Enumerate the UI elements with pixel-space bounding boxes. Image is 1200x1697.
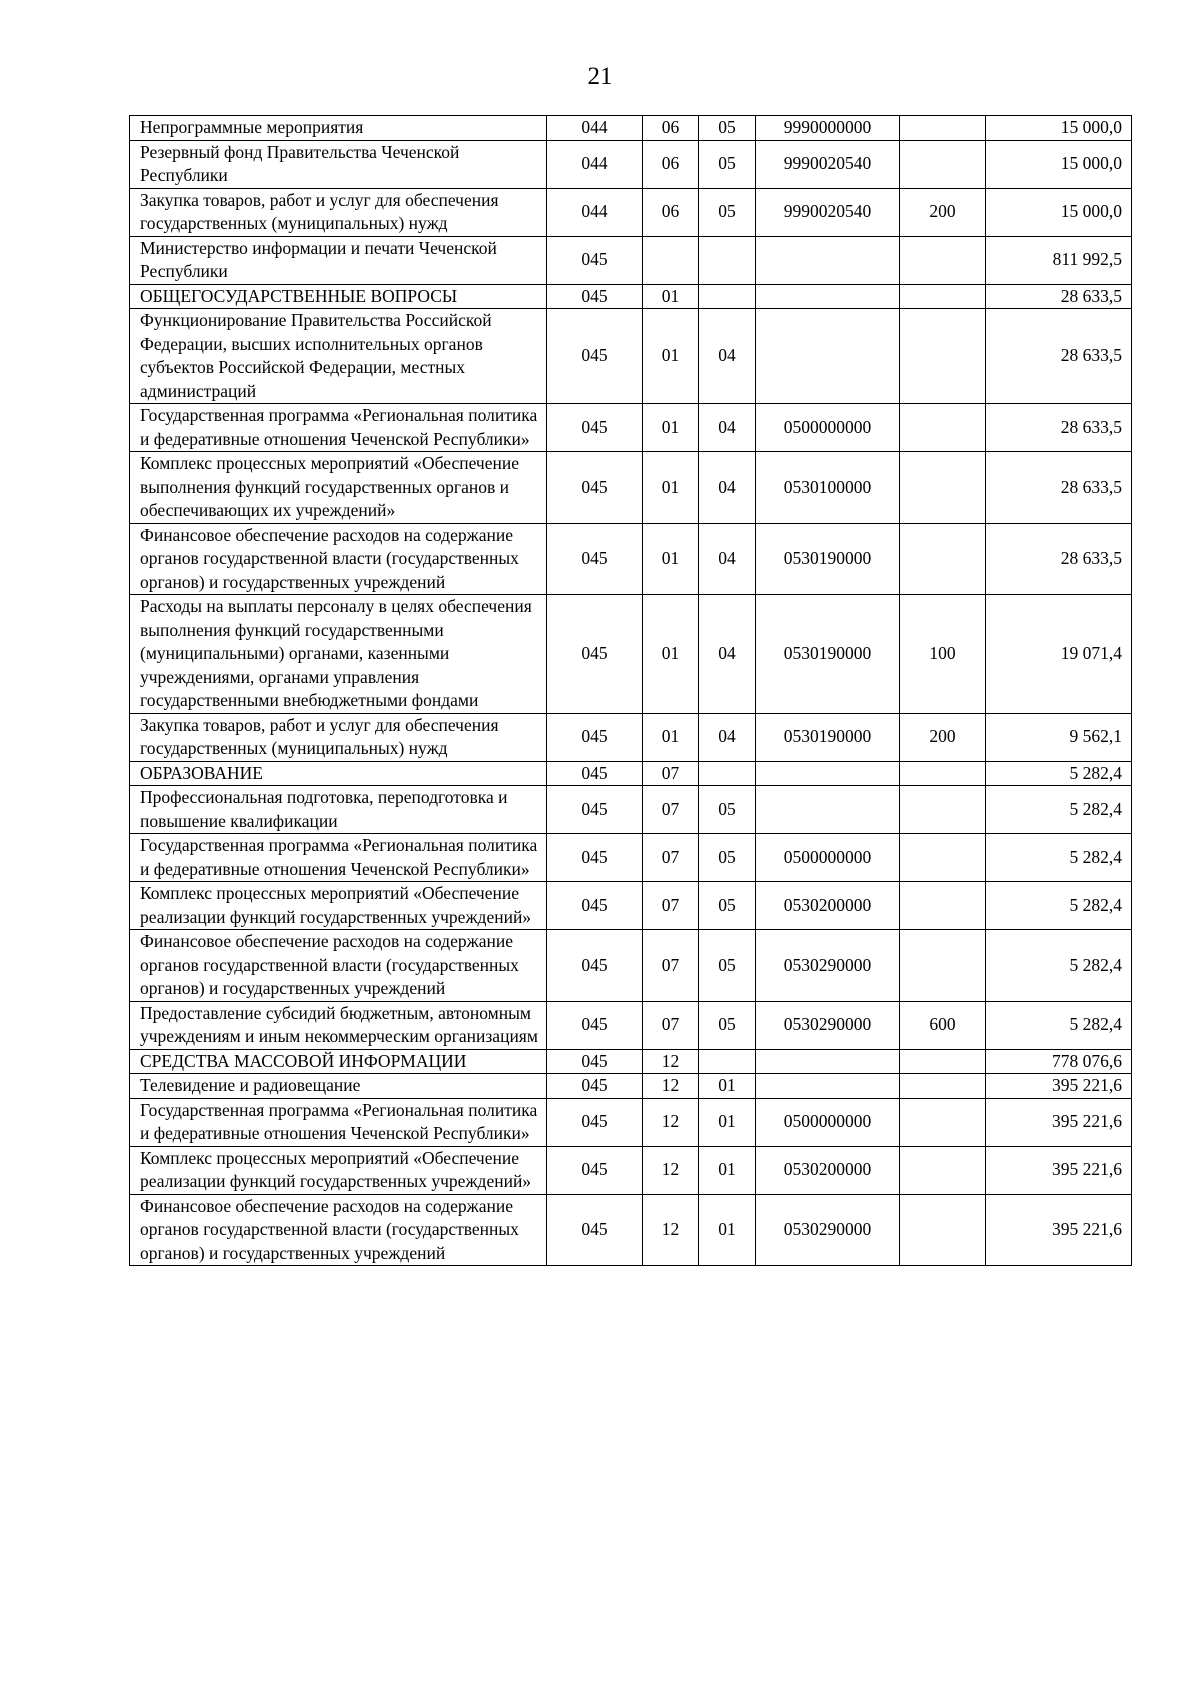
budget-table-body — [130, 116, 1132, 1266]
gr-code-cell: 045 — [547, 882, 643, 930]
subsection-code-cell: 05 — [699, 786, 756, 834]
expense-type-cell — [900, 761, 986, 786]
row-name-cell: Закупка товаров, работ и услуг для обеспечения государственных (муниципальных) нужд — [130, 713, 547, 761]
subsection-code-cell: 05 — [699, 188, 756, 236]
table-row — [130, 1146, 1132, 1194]
row-name-cell: Комплекс процессных мероприятий «Обеспечение реализации функций государственных учреждений» — [130, 1146, 547, 1194]
amount-cell: 28 633,5 — [986, 404, 1132, 452]
target-item-code-cell: 0500000000 — [756, 834, 900, 882]
row-name-cell: СРЕДСТВА МАССОВОЙ ИНФОРМАЦИИ — [130, 1049, 547, 1074]
gr-code-cell: 045 — [547, 1074, 643, 1099]
subsection-code-cell: 05 — [699, 116, 756, 141]
gr-code-cell: 045 — [547, 1001, 643, 1049]
table-row — [130, 761, 1132, 786]
target-item-code-cell — [756, 1049, 900, 1074]
budget-table — [129, 115, 1132, 1266]
section-code-cell: 07 — [643, 1001, 699, 1049]
amount-cell: 15 000,0 — [986, 188, 1132, 236]
amount-cell: 19 071,4 — [986, 595, 1132, 714]
amount-cell: 5 282,4 — [986, 882, 1132, 930]
table-row — [130, 1098, 1132, 1146]
target-item-code-cell: 0530200000 — [756, 882, 900, 930]
row-name-cell: Финансовое обеспечение расходов на содержание органов государственной власти (государственных органов) и государственных учреждений — [130, 1194, 547, 1266]
subsection-code-cell — [699, 236, 756, 284]
table-row — [130, 1194, 1132, 1266]
row-name-cell: Финансовое обеспечение расходов на содержание органов государственной власти (государственных органов) и государственных учреждений — [130, 523, 547, 595]
amount-cell: 28 633,5 — [986, 523, 1132, 595]
amount-cell: 5 282,4 — [986, 761, 1132, 786]
section-code-cell: 01 — [643, 595, 699, 714]
expense-type-cell — [900, 284, 986, 309]
subsection-code-cell — [699, 761, 756, 786]
gr-code-cell: 045 — [547, 1146, 643, 1194]
subsection-code-cell: 01 — [699, 1146, 756, 1194]
gr-code-cell: 045 — [547, 236, 643, 284]
page-number: 21 — [587, 63, 613, 90]
subsection-code-cell: 05 — [699, 930, 756, 1002]
expense-type-cell: 200 — [900, 188, 986, 236]
row-name-cell: ОБЩЕГОСУДАРСТВЕННЫЕ ВОПРОСЫ — [130, 284, 547, 309]
row-name-cell: Резервный фонд Правительства Чеченской Республики — [130, 140, 547, 188]
section-code-cell: 07 — [643, 834, 699, 882]
gr-code-cell: 045 — [547, 834, 643, 882]
subsection-code-cell: 01 — [699, 1194, 756, 1266]
target-item-code-cell — [756, 1074, 900, 1099]
target-item-code-cell: 0530200000 — [756, 1146, 900, 1194]
expense-type-cell — [900, 1074, 986, 1099]
amount-cell: 395 221,6 — [986, 1146, 1132, 1194]
section-code-cell: 12 — [643, 1049, 699, 1074]
gr-code-cell: 044 — [547, 188, 643, 236]
row-name-cell: ОБРАЗОВАНИЕ — [130, 761, 547, 786]
expense-type-cell — [900, 1194, 986, 1266]
expense-type-cell — [900, 309, 986, 404]
expense-type-cell — [900, 236, 986, 284]
expense-type-cell: 200 — [900, 713, 986, 761]
section-code-cell: 06 — [643, 188, 699, 236]
row-name-cell: Функционирование Правительства Российской Федерации, высших исполнительных органов субъектов Российской Федерации, местных администраций — [130, 309, 547, 404]
table-row — [130, 116, 1132, 141]
gr-code-cell: 045 — [547, 1194, 643, 1266]
expense-type-cell — [900, 930, 986, 1002]
target-item-code-cell — [756, 284, 900, 309]
section-code-cell — [643, 236, 699, 284]
amount-cell: 15 000,0 — [986, 116, 1132, 141]
gr-code-cell: 045 — [547, 1049, 643, 1074]
target-item-code-cell — [756, 786, 900, 834]
amount-cell: 811 992,5 — [986, 236, 1132, 284]
gr-code-cell: 045 — [547, 786, 643, 834]
gr-code-cell: 044 — [547, 116, 643, 141]
expense-type-cell — [900, 1146, 986, 1194]
target-item-code-cell: 0500000000 — [756, 404, 900, 452]
target-item-code-cell: 0530290000 — [756, 1001, 900, 1049]
row-name-cell: Предоставление субсидий бюджетным, автономным учреждениям и иным некоммерческим организациям — [130, 1001, 547, 1049]
subsection-code-cell: 01 — [699, 1098, 756, 1146]
table-row — [130, 236, 1132, 284]
table-row — [130, 930, 1132, 1002]
target-item-code-cell — [756, 761, 900, 786]
section-code-cell: 12 — [643, 1098, 699, 1146]
table-row — [130, 284, 1132, 309]
table-row — [130, 452, 1132, 524]
table-row — [130, 1074, 1132, 1099]
row-name-cell: Телевидение и радиовещание — [130, 1074, 547, 1099]
expense-type-cell — [900, 1049, 986, 1074]
table-row — [130, 882, 1132, 930]
gr-code-cell: 045 — [547, 284, 643, 309]
section-code-cell: 12 — [643, 1074, 699, 1099]
section-code-cell: 01 — [643, 452, 699, 524]
subsection-code-cell: 04 — [699, 713, 756, 761]
subsection-code-cell: 04 — [699, 595, 756, 714]
table-row — [130, 404, 1132, 452]
gr-code-cell: 045 — [547, 309, 643, 404]
row-name-cell: Государственная программа «Региональная политика и федеративные отношения Чеченской Республики» — [130, 834, 547, 882]
row-name-cell: Министерство информации и печати Чеченской Республики — [130, 236, 547, 284]
amount-cell: 28 633,5 — [986, 309, 1132, 404]
subsection-code-cell: 05 — [699, 140, 756, 188]
amount-cell: 5 282,4 — [986, 1001, 1132, 1049]
table-row — [130, 1049, 1132, 1074]
target-item-code-cell — [756, 309, 900, 404]
section-code-cell: 06 — [643, 140, 699, 188]
subsection-code-cell — [699, 284, 756, 309]
table-row — [130, 713, 1132, 761]
amount-cell: 395 221,6 — [986, 1074, 1132, 1099]
row-name-cell: Государственная программа «Региональная политика и федеративные отношения Чеченской Республики» — [130, 404, 547, 452]
expense-type-cell — [900, 404, 986, 452]
gr-code-cell: 045 — [547, 404, 643, 452]
expense-type-cell — [900, 452, 986, 524]
expense-type-cell — [900, 834, 986, 882]
row-name-cell: Комплекс процессных мероприятий «Обеспечение выполнения функций государственных органов и обеспечивающих их учреждений» — [130, 452, 547, 524]
gr-code-cell: 045 — [547, 1098, 643, 1146]
subsection-code-cell: 05 — [699, 1001, 756, 1049]
section-code-cell: 07 — [643, 761, 699, 786]
amount-cell: 778 076,6 — [986, 1049, 1132, 1074]
target-item-code-cell: 9990020540 — [756, 140, 900, 188]
target-item-code-cell: 0530100000 — [756, 452, 900, 524]
amount-cell: 28 633,5 — [986, 284, 1132, 309]
row-name-cell: Комплекс процессных мероприятий «Обеспечение реализации функций государственных учреждений» — [130, 882, 547, 930]
amount-cell: 9 562,1 — [986, 713, 1132, 761]
subsection-code-cell: 05 — [699, 882, 756, 930]
table-row — [130, 523, 1132, 595]
subsection-code-cell: 04 — [699, 452, 756, 524]
target-item-code-cell: 0530290000 — [756, 930, 900, 1002]
subsection-code-cell: 04 — [699, 309, 756, 404]
amount-cell: 5 282,4 — [986, 930, 1132, 1002]
row-name-cell: Расходы на выплаты персоналу в целях обеспечения выполнения функций государственными (муниципальными) органами, казенными учреждениями, органами управления государственными внебюджетными фондами — [130, 595, 547, 714]
amount-cell: 5 282,4 — [986, 786, 1132, 834]
row-name-cell: Государственная программа «Региональная политика и федеративные отношения Чеченской Республики» — [130, 1098, 547, 1146]
expense-type-cell — [900, 1098, 986, 1146]
target-item-code-cell: 0530190000 — [756, 713, 900, 761]
gr-code-cell: 045 — [547, 452, 643, 524]
subsection-code-cell: 05 — [699, 834, 756, 882]
target-item-code-cell: 0530190000 — [756, 595, 900, 714]
row-name-cell: Закупка товаров, работ и услуг для обеспечения государственных (муниципальных) нужд — [130, 188, 547, 236]
row-name-cell: Непрограммные мероприятия — [130, 116, 547, 141]
table-row — [130, 140, 1132, 188]
gr-code-cell: 045 — [547, 523, 643, 595]
section-code-cell: 07 — [643, 882, 699, 930]
gr-code-cell: 045 — [547, 761, 643, 786]
subsection-code-cell: 04 — [699, 404, 756, 452]
table-row — [130, 309, 1132, 404]
subsection-code-cell — [699, 1049, 756, 1074]
target-item-code-cell: 0500000000 — [756, 1098, 900, 1146]
table-row — [130, 1001, 1132, 1049]
gr-code-cell: 045 — [547, 713, 643, 761]
table-row — [130, 595, 1132, 714]
gr-code-cell: 044 — [547, 140, 643, 188]
subsection-code-cell: 04 — [699, 523, 756, 595]
table-row — [130, 786, 1132, 834]
target-item-code-cell: 9990020540 — [756, 188, 900, 236]
amount-cell: 395 221,6 — [986, 1194, 1132, 1266]
target-item-code-cell: 0530190000 — [756, 523, 900, 595]
expense-type-cell — [900, 523, 986, 595]
section-code-cell: 01 — [643, 713, 699, 761]
section-code-cell: 07 — [643, 786, 699, 834]
expense-type-cell: 100 — [900, 595, 986, 714]
row-name-cell: Профессиональная подготовка, переподготовка и повышение квалификации — [130, 786, 547, 834]
section-code-cell: 01 — [643, 284, 699, 309]
section-code-cell: 01 — [643, 523, 699, 595]
amount-cell: 15 000,0 — [986, 140, 1132, 188]
target-item-code-cell: 0530290000 — [756, 1194, 900, 1266]
subsection-code-cell: 01 — [699, 1074, 756, 1099]
section-code-cell: 12 — [643, 1194, 699, 1266]
table-row — [130, 188, 1132, 236]
amount-cell: 28 633,5 — [986, 452, 1132, 524]
table-row — [130, 834, 1132, 882]
amount-cell: 5 282,4 — [986, 834, 1132, 882]
section-code-cell: 07 — [643, 930, 699, 1002]
expense-type-cell — [900, 882, 986, 930]
expense-type-cell — [900, 140, 986, 188]
section-code-cell: 12 — [643, 1146, 699, 1194]
section-code-cell: 01 — [643, 404, 699, 452]
amount-cell: 395 221,6 — [986, 1098, 1132, 1146]
gr-code-cell: 045 — [547, 930, 643, 1002]
section-code-cell: 01 — [643, 309, 699, 404]
row-name-cell: Финансовое обеспечение расходов на содержание органов государственной власти (государственных органов) и государственных учреждений — [130, 930, 547, 1002]
target-item-code-cell: 9990000000 — [756, 116, 900, 141]
section-code-cell: 06 — [643, 116, 699, 141]
target-item-code-cell — [756, 236, 900, 284]
expense-type-cell — [900, 786, 986, 834]
gr-code-cell: 045 — [547, 595, 643, 714]
expense-type-cell — [900, 116, 986, 141]
expense-type-cell: 600 — [900, 1001, 986, 1049]
